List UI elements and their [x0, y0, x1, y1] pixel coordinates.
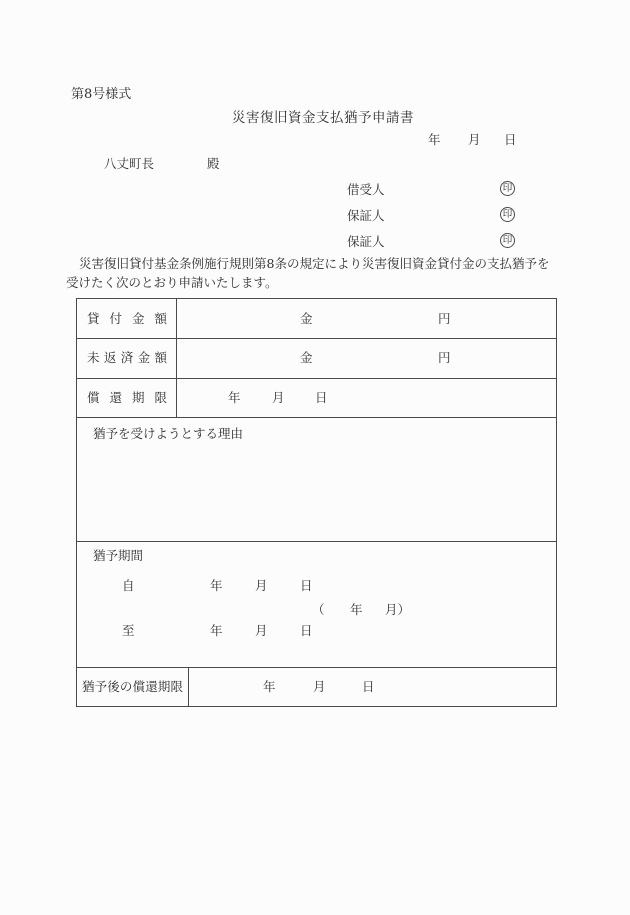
form-number: 第8号様式 — [71, 87, 132, 102]
unpaid-amount-yen-prefix: 金 — [300, 350, 313, 365]
period-to-label: 至 — [122, 623, 135, 638]
addressee-name: 八丈町長 — [104, 156, 155, 171]
loan-amount-label: 貸付金額 — [87, 311, 167, 326]
deferral-period-label: 猶予期間 — [93, 548, 144, 563]
after-deferral-label: 猶予後の償還期限 — [82, 679, 183, 694]
unpaid-amount-yen-suffix: 円 — [438, 350, 451, 365]
seal-stamp-icon: 印 — [500, 207, 515, 222]
unpaid-amount-label: 未返済金額 — [87, 350, 167, 365]
signatory-role-borrower: 借受人 — [347, 182, 385, 197]
after-deferral-month-label: 月 — [313, 679, 326, 694]
period-paren-open: （ — [312, 602, 325, 617]
table-rule — [188, 667, 189, 706]
seal-stamp-icon: 印 — [500, 181, 515, 196]
header-date-day-label: 日 — [504, 132, 517, 147]
period-paren-year-label: 年 — [350, 602, 363, 617]
repayment-deadline-day-label: 日 — [315, 390, 328, 405]
period-from-day-label: 日 — [300, 578, 313, 593]
seal-stamp-icon: 印 — [500, 233, 515, 248]
table-rule — [176, 299, 177, 417]
period-from-year-label: 年 — [210, 578, 223, 593]
after-deferral-year-label: 年 — [263, 679, 276, 694]
body-paragraph: 災害復旧貸付基金条例施行規則第8条の規定により災害復旧資金貸付金の支払猶予を受けたく次のとおり申請いたします。 — [66, 256, 550, 291]
loan-amount-yen-suffix: 円 — [438, 311, 451, 326]
repayment-deadline-month-label: 月 — [272, 390, 285, 405]
period-to-month-label: 月 — [255, 623, 268, 638]
period-from-month-label: 月 — [255, 578, 268, 593]
header-date-month-label: 月 — [468, 132, 481, 147]
period-paren-month-close: 月） — [385, 602, 411, 617]
table-rule — [77, 417, 556, 418]
application-table — [76, 298, 557, 707]
period-from-label: 自 — [122, 578, 135, 593]
header-date-year-label: 年 — [428, 132, 441, 147]
signatory-role-guarantor-1: 保証人 — [347, 208, 385, 223]
table-rule — [77, 541, 556, 542]
repayment-deadline-label: 償還期限 — [87, 390, 167, 405]
addressee-honorific: 殿 — [207, 156, 220, 171]
loan-amount-yen-prefix: 金 — [300, 311, 313, 326]
period-to-day-label: 日 — [300, 623, 313, 638]
period-to-year-label: 年 — [210, 623, 223, 638]
signatory-role-guarantor-2: 保証人 — [347, 234, 385, 249]
repayment-deadline-year-label: 年 — [228, 390, 241, 405]
after-deferral-day-label: 日 — [362, 679, 375, 694]
deferral-reason-label: 猶予を受けようとする理由 — [93, 426, 244, 441]
document-title: 災害復旧資金支払猶予申請書 — [232, 110, 414, 126]
